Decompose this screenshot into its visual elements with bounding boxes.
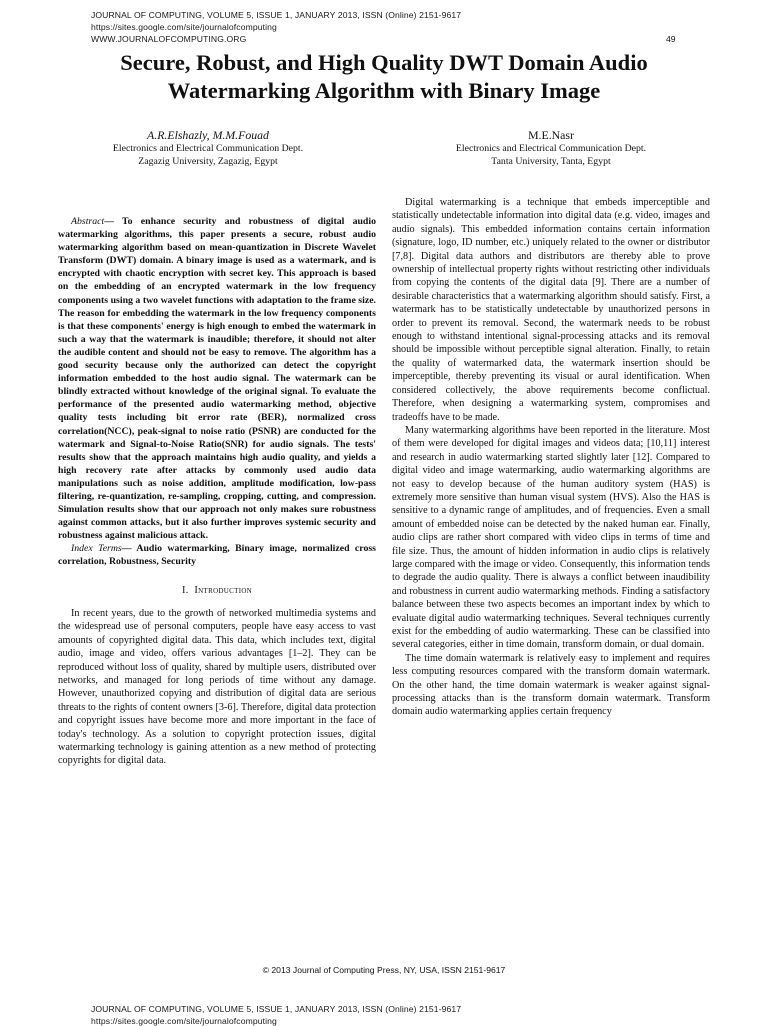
right-column <box>392 196 710 719</box>
abstract <box>58 215 376 542</box>
page-number: 49 <box>666 34 676 44</box>
abstract-dash: — <box>104 216 114 227</box>
journal-url[interactable]: https://sites.google.com/site/journalofcomputing <box>91 22 277 32</box>
author-name: A.R.Elshazly, M.M.Fouad <box>147 128 269 142</box>
paper-title <box>60 49 708 105</box>
author-affiliation: Tanta University, Tanta, Egypt <box>491 155 611 167</box>
abstract-label: Abstract <box>71 216 105 227</box>
journal-site[interactable]: WWW.JOURNALOFCOMPUTING.ORG <box>91 34 247 44</box>
index-terms-dash: — <box>121 543 132 555</box>
copyright-footer: © 2013 Journal of Computing Press, NY, USA, ISSN 2151-9617 <box>262 965 506 975</box>
title-line-2: Watermarking Algorithm with Binary Image <box>167 78 601 103</box>
author-block-1 <box>88 128 328 169</box>
abstract-text: To enhance security and robustness of digital audio watermarking algorithms, this paper presents a secure, robust audio watermarking algorithm based on mean-quantization in Discrete Wavelet Transform (DWT) domain. A binary image is used as a watermark, and is encrypted with chaotic encryption with secret key. This approach is based on the embedding of an encrypted watermark in the low frequency components using a two wavelet functions with adaptation to the frame size. The reason for embedding the watermark in the low frequency components is that these components' energy is high enough to embed the watermark in such a way that the watermark is inaudible; therefore, it should not alter the audible content and should not be easy to remove. The algorithm has a good security because only the authorized can detect the copyright information embedded to the host audio signal. The watermark can be blindly extracted without knowledge of the original signal. To evaluate the performance of the presented audio watermarking method, objective quality tests including bit error rate (BER), normalized cross correlation(NCC), peak-signal to noise ratio (PSNR) are conducted for the watermark and Signal-to-Noise Ratio(SNR) for audio signals. The tests' results show that the approach maintains high audio quality, and yields a high recovery rate after attacks by commonly used audio data manipulations such as noise addition, amplitude modification, low-pass filtering, re-quantization, re-sampling, cropping, cutting, and compression. Simulation results show that our approach not only makes sure robustness against common attacks, but it also further improves systemic security and robustness against malicious attack. <box>58 216 376 542</box>
next-page-journal-url[interactable]: https://sites.google.com/site/journalofcomputing <box>91 1016 277 1026</box>
body-paragraph: The time domain watermark is relatively easy to implement and requires less computing resources compared with the transform domain watermark. On the other hand, the time domain watermark is weaker against signal-processing attacks than is the transform domain watermark. Transform domain audio watermarking applies certain frequency <box>392 652 710 718</box>
author-dept: Electronics and Electrical Communication Dept. <box>112 143 304 154</box>
author-dept: Electronics and Electrical Communication Dept. <box>455 143 647 154</box>
section-number: I. <box>181 584 189 596</box>
title-line-1: Secure, Robust, and High Quality DWT Domain Audio <box>120 50 648 75</box>
author-block-2 <box>420 128 682 169</box>
next-page-journal-header: JOURNAL OF COMPUTING, VOLUME 5, ISSUE 1, JANUARY 2013, ISSN (Online) 2151-9617 <box>91 1004 462 1014</box>
index-terms <box>58 542 376 568</box>
intro-paragraph: In recent years, due to the growth of networked multimedia systems and the widespread use of personal computers, people have easy access to vast amounts of copyrighted digital data. This data, which includes text, digital audio, image and video, offers various advantages [1–2]. They can be reproduced without loss of quality, shared by multiple users, distributed over networks, and managed for long periods of time without any damage. However, unauthorized copying and distribution of digital data are serious threats to the rights of content owners [3-6]. Therefore, digital data protection and copyright issues have become more and more important in the face of today's technology. As a solution to copyright protection issues, digital watermarking technology is gaining attention as a new method of protecting copyrights for digital data. <box>58 607 376 767</box>
index-terms-text: Audio watermarking, Binary image, normalized cross correlation, Robustness, Security <box>58 543 376 568</box>
left-column <box>58 215 376 768</box>
index-terms-label: Index Terms <box>71 543 122 555</box>
author-affiliation: Zagazig University, Zagazig, Egypt <box>138 155 278 167</box>
body-paragraph: Digital watermarking is a technique that embeds imperceptible and statistically undetectable information into digital data (e.g. video, images and audio signals). This embedded information contains certain information (signature, logo, ID number, etc.) uniquely related to the owner or distributor [7,8]. Digital data authors and distributors are thereby able to prove ownership of intellectual property rights without restricting other individuals from copying the contents of the digital data [9]. There are a number of desirable characteristics that a watermarking algorithm should satisfy. First, a watermark has to be statistically undetectable by unauthorized persons in order to prevent its removal. Second, the watermark needs to be robust enough to withstand intentional signal-processing attacks and its removal should be impossible without perceptible signal alteration. Finally, to retain the quality of watermarked data, the watermark insertion should be imperceptible, thereby preventing its visual or aural identification. When considered collectively, the above requirements become conflictual. Therefore, when designing a watermarking system, compromises and tradeoffs have to be made. <box>392 197 710 423</box>
section-title: Introduction <box>194 584 253 596</box>
author-name: M.E.Nasr <box>528 128 574 142</box>
journal-header: JOURNAL OF COMPUTING, VOLUME 5, ISSUE 1, JANUARY 2013, ISSN (Online) 2151-9617 <box>91 10 462 20</box>
body-paragraph: Many watermarking algorithms have been reported in the literature. Most of them were developed for digital images and videos data; [10,11] interest and research in audio watermarking started slightly later [12]. Compared to digital video and image watermarking, audio watermarking algorithms are not easy to develop because of the human auditory system (HAS) is extremely more sensitive than human visual system (HVS). Also the HAS is sensitive to a dynamic range of amplitudes, and of frequencies. Even a small amount of embedded noise can be detected by the naked human ear. Finally, audio clips are rather short compared with video clips in terms of time and file size. Thus, the amount of hidden information in audio clips is relatively large compared with the image or video. Consequently, this information tends to degrade the audio quality. There is always a conflict between inaudibility and robustness in current audio watermarking methods. Finding a satisfactory balance between these two aspects becomes an important index by which to evaluate digital audio watermarking techniques. Several techniques currently exist for the embedding of audio watermarking. These can be classified into several categories, either in time domain, transform domain, or dual domain. <box>392 424 710 651</box>
section-heading <box>58 584 376 597</box>
